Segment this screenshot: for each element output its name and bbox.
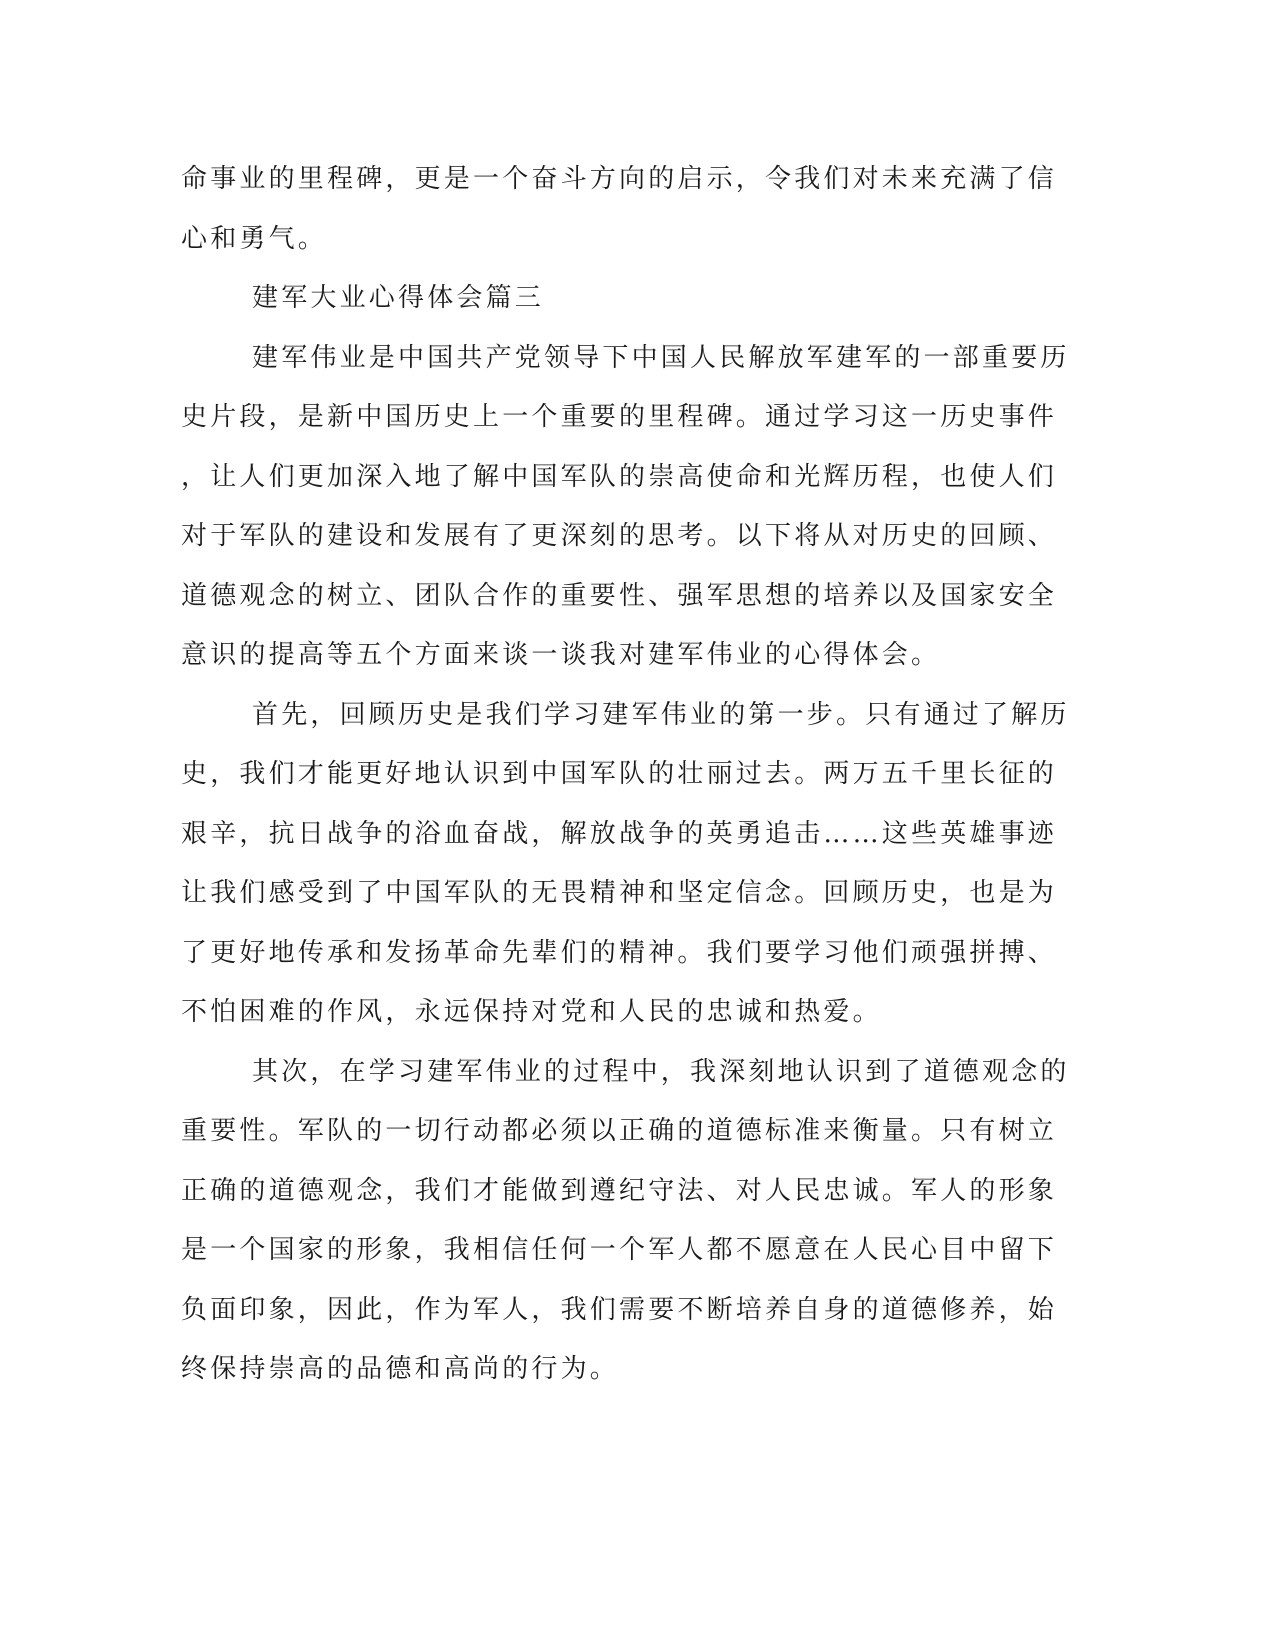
text-line: 让我们感受到了中国军队的无畏精神和坚定信念。回顾历史，也是为 [181, 878, 1058, 908]
text-line: 正确的道德观念，我们才能做到遵纪守法、对人民忠诚。军人的形象 [181, 1175, 1058, 1206]
text-line: 终保持崇高的品德和高尚的行为。 [181, 1354, 620, 1384]
text-line: 重要性。军队的一切行动都必须以正确的道德标准来衡量。只有树立 [181, 1116, 1058, 1146]
text-line: 史片段，是新中国历史上一个重要的里程碑。通过学习这一历史事件 [181, 402, 1058, 432]
text-line: 了更好地传承和发扬革命先辈们的精神。我们要学习他们顽强拼搏、 [181, 937, 1058, 968]
text-line: 史，我们才能更好地认识到中国军队的壮丽过去。两万五千里长征的 [181, 759, 1058, 789]
text-line: 不怕困难的作风，永远保持对党和人民的忠诚和热爱。 [181, 997, 882, 1027]
text-line: ，让人们更加深入地了解中国军队的崇高使命和光辉历程，也使人们 [181, 461, 1058, 492]
text-line: 艰辛，抗日战争的浴血奋战，解放战争的英勇追击……这些英雄事迹 [181, 818, 1058, 849]
text-line: 心和勇气。 [181, 223, 328, 254]
text-line: 其次，在学习建军伟业的过程中，我深刻地认识到了道德观念的 [252, 1056, 1070, 1087]
document-page [181, 150, 1070, 1400]
text-line: 首先，回顾历史是我们学习建军伟业的第一步。只有通过了解历 [252, 699, 1070, 730]
text-line: 负面印象，因此，作为军人，我们需要不断培养自身的道德修养，始 [181, 1294, 1058, 1325]
text-line: 建军伟业是中国共产党领导下中国人民解放军建军的一部重要历 [252, 342, 1070, 373]
section-heading: 建军大业心得体会篇三 [252, 283, 545, 313]
text-line: 命事业的里程碑，更是一个奋斗方向的启示，令我们对未来充满了信 [181, 164, 1058, 194]
text-line: 道德观念的树立、团队合作的重要性、强军思想的培养以及国家安全 [181, 580, 1058, 611]
text-line: 是一个国家的形象，我相信任何一个军人都不愿意在人民心目中留下 [181, 1235, 1058, 1265]
text-line: 意识的提高等五个方面来谈一谈我对建军伟业的心得体会。 [181, 640, 941, 670]
text-line: 对于军队的建设和发展有了更深刻的思考。以下将从对历史的回顾、 [181, 521, 1058, 551]
